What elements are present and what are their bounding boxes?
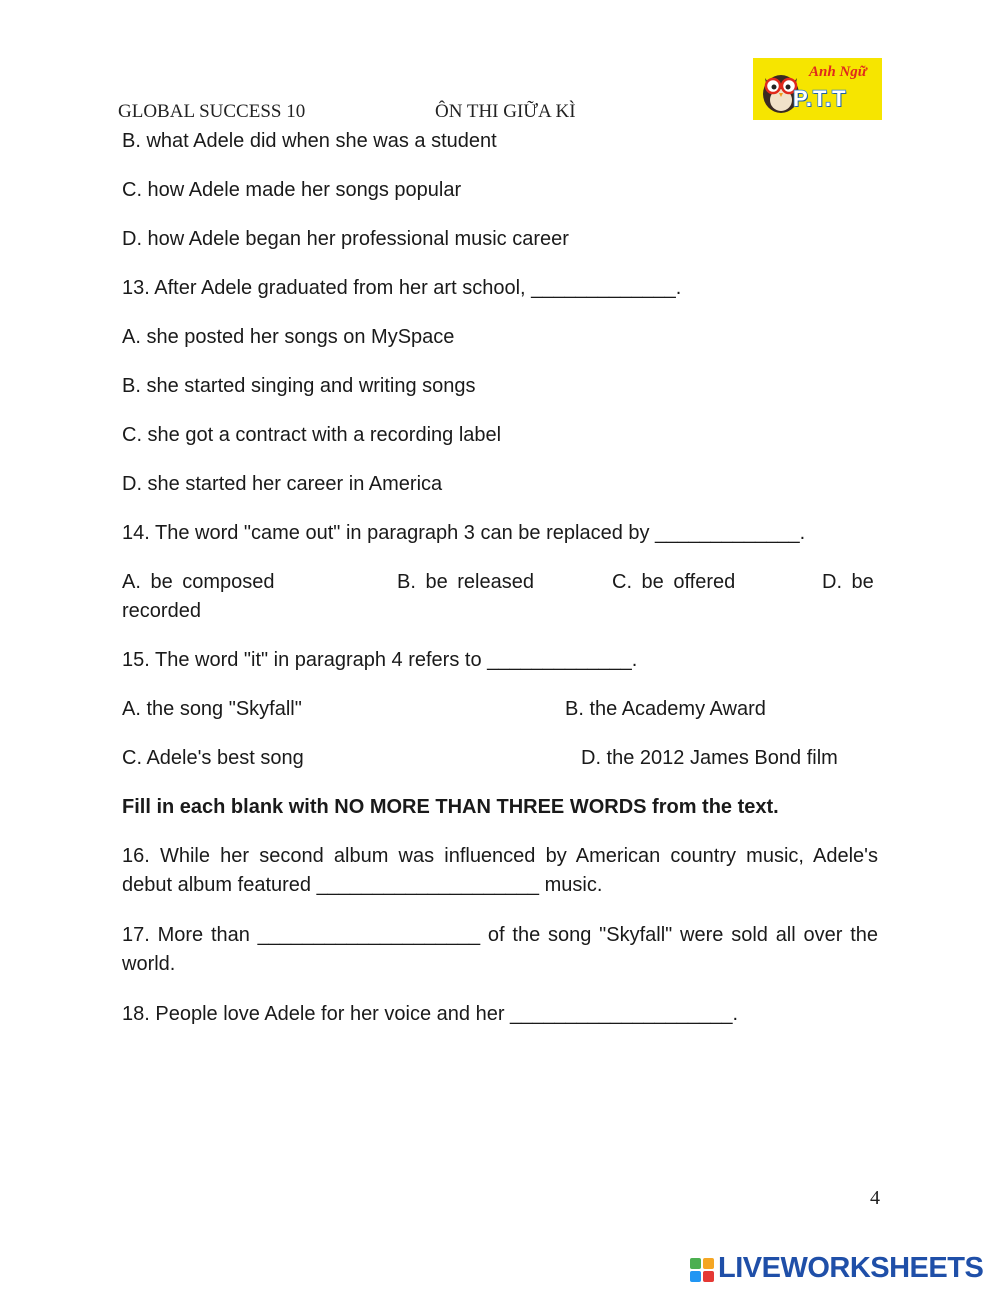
liveworksheets-logo-text[interactable]: LIVEWORKSHEETS	[718, 1252, 984, 1284]
header-left: GLOBAL SUCCESS 10	[118, 101, 306, 122]
q15-stem: 15. The word "it" in paragraph 4 refers to _____________.	[122, 649, 638, 671]
q14-option-b: B. be released	[397, 571, 534, 593]
q12-option-b: B. what Adele did when she was a student	[122, 130, 497, 152]
q14-stem: 14. The word "came out" in paragraph 3 can be replaced by _____________.	[122, 522, 806, 544]
q13-stem: 13. After Adele graduated from her art school, _____________.	[122, 277, 682, 299]
page-number: 4	[870, 1187, 880, 1209]
q17-stem: 17. More than ____________________ of the song "Skyfall" were sold all over the world.	[122, 924, 878, 975]
q15-option-a: A. the song "Skyfall"	[122, 698, 302, 720]
q13-option-d: D. she started her career in America	[122, 473, 443, 495]
section-instruction: Fill in each blank with NO MORE THAN THREE WORDS from the text.	[122, 796, 779, 818]
logo	[753, 58, 882, 120]
q12-option-c: C. how Adele made her songs popular	[122, 179, 462, 201]
q14-option-a: A. be composed	[122, 571, 275, 593]
q15-option-b: B. the Academy Award	[565, 698, 766, 720]
q13-option-c: C. she got a contract with a recording label	[122, 424, 502, 446]
q14-option-d: D. be	[822, 571, 874, 593]
q13-option-b: B. she started singing and writing songs	[122, 375, 476, 397]
q15-option-d: D. the 2012 James Bond film	[581, 747, 838, 769]
logo-top-text: Anh Ngữ	[809, 64, 867, 80]
q14-option-c: C. be offered	[612, 571, 736, 593]
q16-stem: 16. While her second album was influenced by American country music, Adele's debut album featured ____________________ music.	[122, 845, 878, 896]
q15-option-c: C. Adele's best song	[122, 747, 304, 769]
q13-option-a: A. she posted her songs on MySpace	[122, 326, 455, 348]
q12-option-d: D. how Adele began her professional music career	[122, 228, 569, 250]
q14-option-d-continued: recorded	[122, 600, 201, 622]
header-center: ÔN THI GIỮA KÌ	[435, 101, 576, 122]
q18-stem: 18. People love Adele for her voice and her ____________________.	[122, 1003, 739, 1025]
logo-bottom-text: P.T.T	[793, 86, 847, 111]
liveworksheets-blocks-icon	[690, 1257, 716, 1283]
